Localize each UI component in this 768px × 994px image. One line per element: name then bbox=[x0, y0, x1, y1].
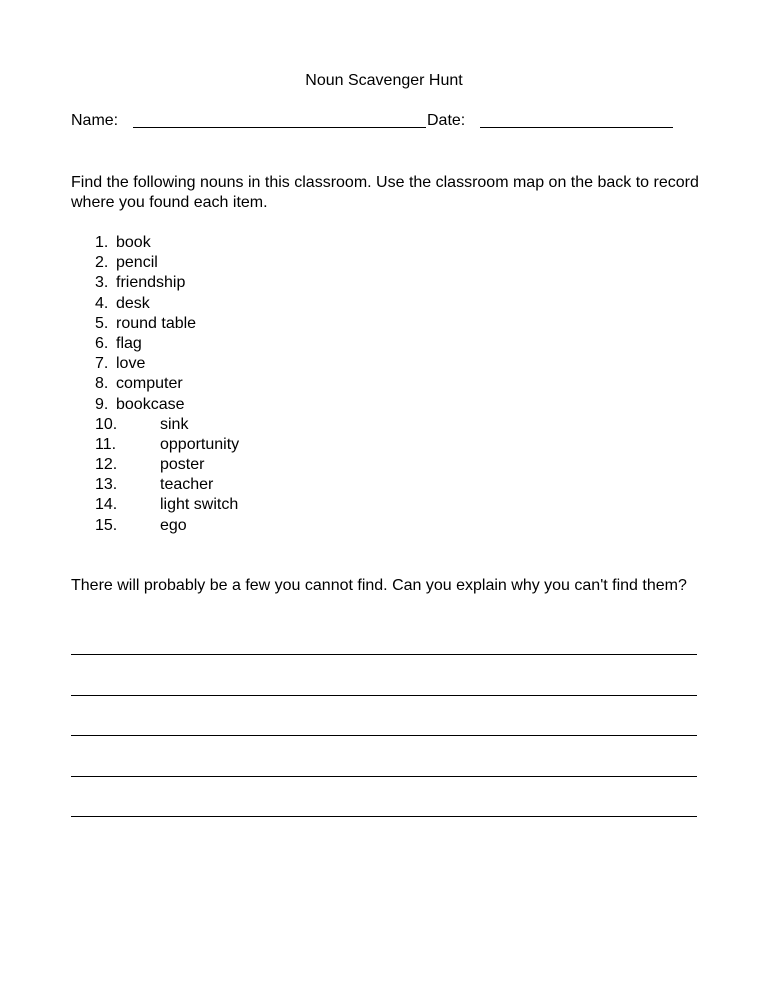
item-number: 15. bbox=[95, 516, 118, 534]
item-noun: sink bbox=[160, 415, 189, 433]
item-number: 8. bbox=[95, 375, 109, 393]
item-noun: pencil bbox=[116, 254, 158, 272]
item-noun: ego bbox=[160, 516, 187, 534]
item-number: 5. bbox=[95, 314, 109, 332]
item-noun: poster bbox=[160, 456, 205, 474]
answer-line[interactable] bbox=[71, 735, 697, 736]
item-noun: opportunity bbox=[160, 435, 240, 453]
question-text: There will probably be a few you cannot find. Can you explain why you can't find them? bbox=[71, 577, 687, 594]
name-label: Name: bbox=[71, 112, 119, 129]
answer-line[interactable] bbox=[71, 654, 697, 655]
item-number: 14. bbox=[95, 496, 118, 514]
item-noun: teacher bbox=[160, 476, 214, 494]
instructions-text: Find the following nouns in this classroom. Use the classroom map on the back to record where you found each item. bbox=[71, 174, 699, 211]
answer-line[interactable] bbox=[71, 816, 697, 817]
item-noun: book bbox=[116, 234, 151, 251]
name-date-row bbox=[71, 110, 711, 132]
answer-line[interactable] bbox=[71, 695, 697, 696]
item-noun: love bbox=[116, 355, 146, 373]
item-noun: desk bbox=[116, 294, 150, 312]
item-number: 7. bbox=[95, 355, 109, 373]
item-number: 9. bbox=[95, 395, 109, 413]
item-number: 10. bbox=[95, 415, 118, 433]
name-blank[interactable] bbox=[133, 127, 426, 128]
item-number: 12. bbox=[95, 456, 118, 474]
item-number: 11. bbox=[95, 435, 117, 453]
item-noun: light switch bbox=[160, 496, 239, 514]
date-label: Date: bbox=[427, 112, 466, 129]
item-noun: computer bbox=[116, 375, 183, 393]
item-number: 6. bbox=[95, 334, 109, 352]
item-noun: friendship bbox=[116, 274, 186, 292]
item-number: 4. bbox=[95, 294, 109, 312]
item-number: 3. bbox=[95, 274, 109, 292]
item-number: 2. bbox=[95, 254, 109, 272]
item-number: 1. bbox=[95, 234, 109, 251]
date-blank[interactable] bbox=[480, 127, 673, 128]
item-noun: flag bbox=[116, 334, 142, 352]
item-number: 13. bbox=[95, 476, 118, 494]
answer-line[interactable] bbox=[71, 776, 697, 777]
item-noun: round table bbox=[116, 314, 197, 332]
worksheet-title: Noun Scavenger Hunt bbox=[305, 72, 463, 89]
item-noun: bookcase bbox=[116, 395, 185, 413]
